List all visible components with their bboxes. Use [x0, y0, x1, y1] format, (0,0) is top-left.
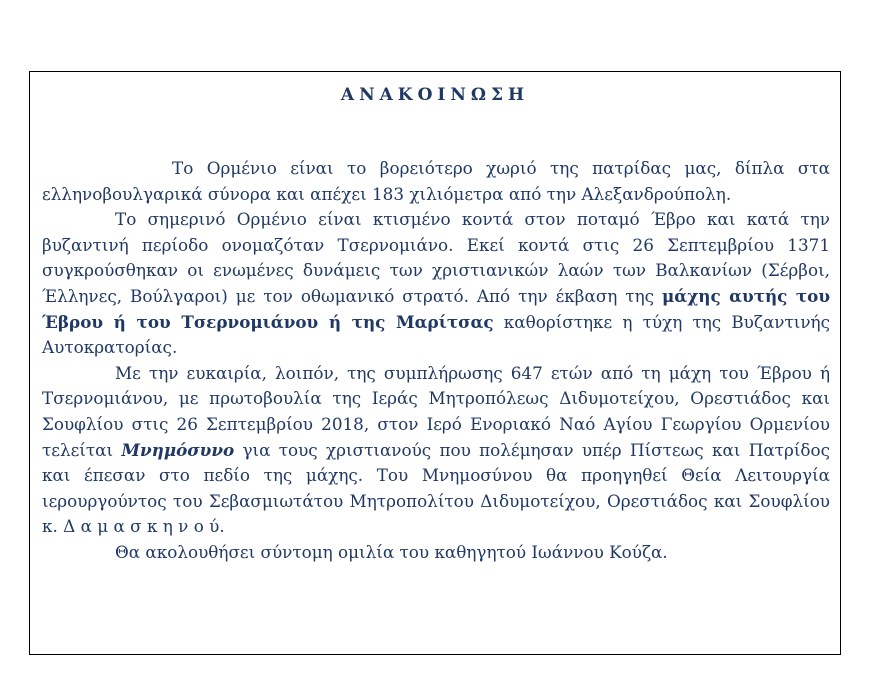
announcement-frame	[29, 71, 841, 655]
paragraph-history	[42, 207, 830, 361]
paragraph-history-text-before: Το σημερινό Ορμένιο είναι κτισμένο κοντά στον ποταμό Έβρο και κατά την βυζαντινή περίοδο ονομαζόταν Τσερνομιάνο. Εκεί κοντά στις 26 Σεπτεμβρίου 1371 συγκρούσθηκαν οι ενωμένες δυνάμεις των χριστιανικών λαών των Βαλκανίων (Σέρβοι, Έλληνες, Βούλγαροι) με τον οθωμανικό στρατό. Από την έκβαση της	[42, 209, 830, 306]
announcement-body	[42, 156, 830, 566]
paragraph-history-text-after: καθορίστηκε η τύχη της Βυζαντινής Αυτοκρατορίας.	[42, 311, 831, 358]
paragraph-memorial-text-after: για τους χριστιανούς που πολέμησαν υπέρ Πίστεως και Πατρίδος και έπεσαν στο πεδίο της μάχης. Του Μνημοσύνου θα προηγηθεί Θεία Λειτουργία ιερουργούντος του Σεβασμιωτάτου Μητροπολίτου Διδυμοτείχου, Ορεστιάδος και Σουφλίου κ. Δ α μ α σ κ η ν ο ύ.	[42, 439, 831, 537]
memorial-bold: Μνημόσυνο	[121, 439, 235, 460]
battle-name-bold: μάχης αυτής του Έβρου ή του Τσερνομιάνου ή της Μαρίτσας	[42, 285, 831, 332]
announcement-title: ΑΝΑΚΟΙΝΩΣΗ	[340, 85, 530, 105]
paragraph-memorial	[42, 361, 830, 540]
paragraph-speech: Θα ακολουθήσει σύντομη ομιλία του καθηγητού Ιωάννου Κούζα.	[115, 541, 668, 562]
paragraph-location: Το Ορμένιο είναι το βορειότερο χωριό της πατρίδας μας, δίπλα στα ελληνοβουλγαρικά σύνορα και απέχει 183 χιλιόμετρα από την Αλεξανδρούπολη.	[42, 158, 830, 204]
paragraph-memorial-text-before: Με την ευκαιρία, λοιπόν, της συμπλήρωσης 647 ετών από τη μάχη του Έβρου ή Τσερνομιάνου, με πρωτοβουλία της Ιεράς Μητροπόλεως Διδυμοτείχου, Ορεστιάδος και Σουφλίου στις 26 Σεπτεμβρίου 2018, στον Ιερό Ενοριακό Ναό Αγίου Γεωργίου Ορμενίου τελείται	[42, 362, 830, 460]
